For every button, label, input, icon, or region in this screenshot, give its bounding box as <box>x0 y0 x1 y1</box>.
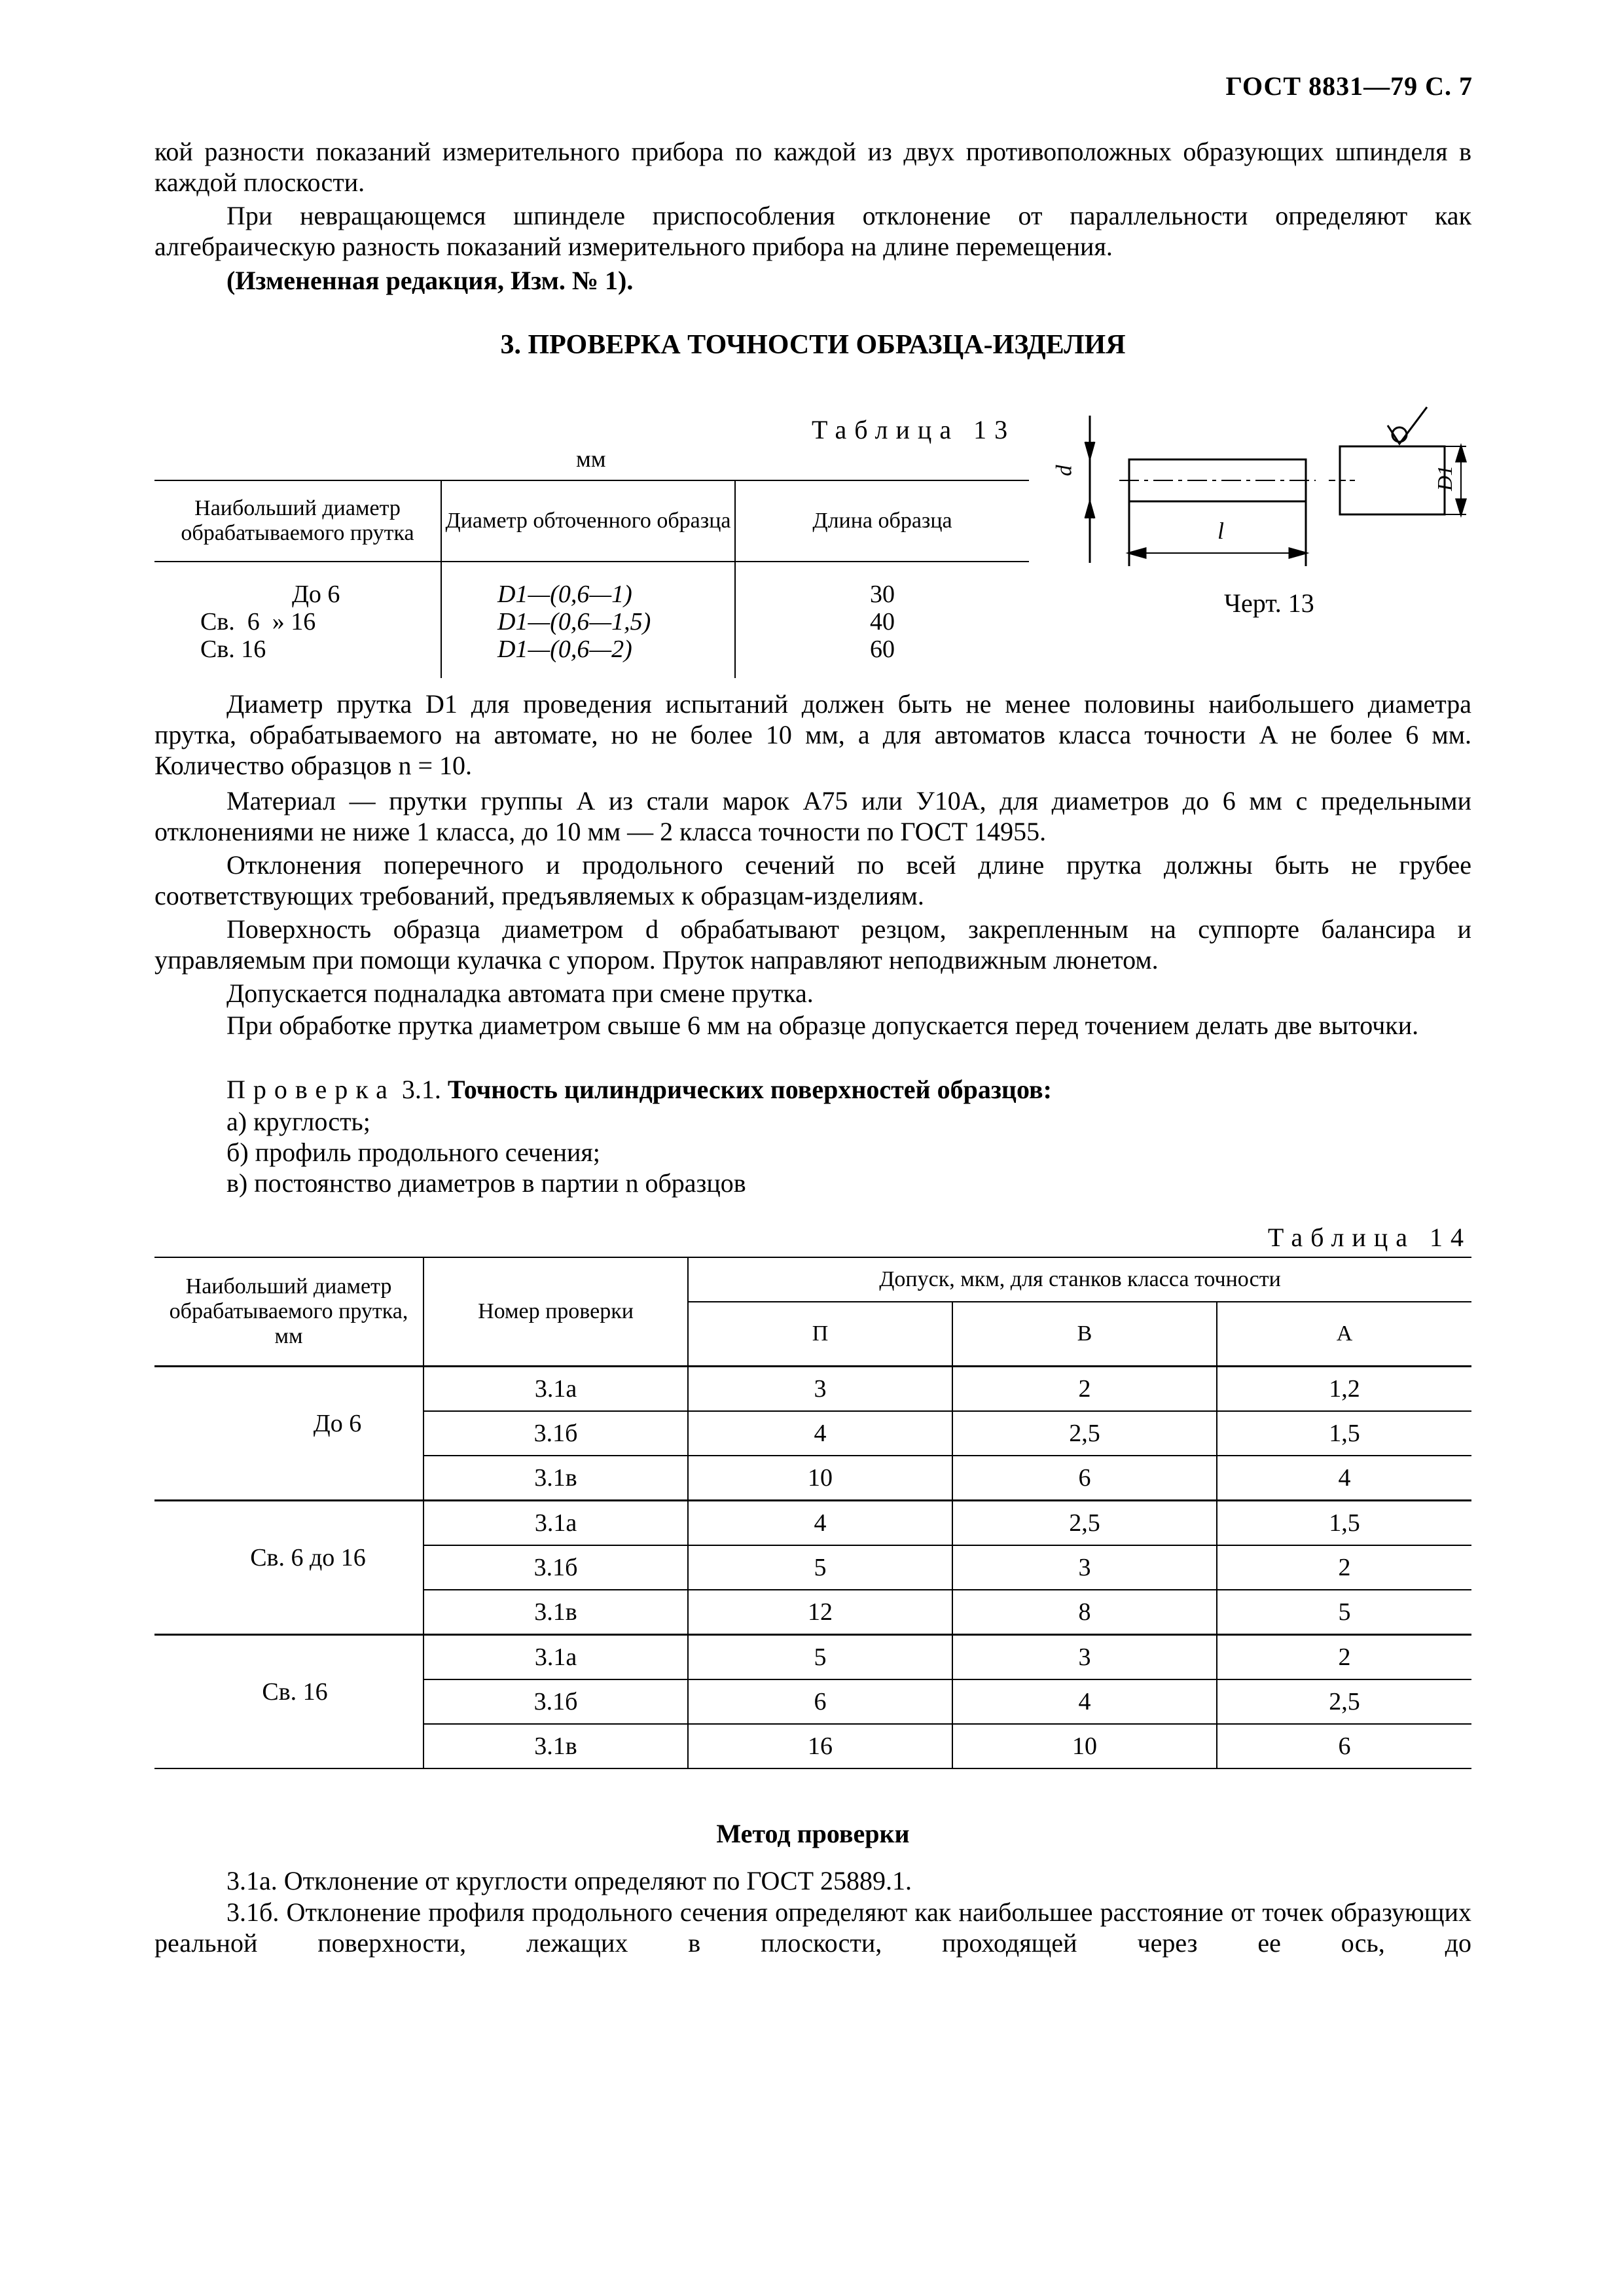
check-heading <box>154 1074 1471 1105</box>
table13-cell: 60 <box>870 636 895 663</box>
value-cell: 5 <box>1217 1590 1471 1635</box>
paragraph-material: Материал — прутки группы А из стали марок А75 или У10А, для диаметров до 6 мм с предельными отклонениями не ниже 1 класса, до 10 мм — 2 класса точности по ГОСТ 14955. <box>154 786 1471 846</box>
check-number: 3.1. <box>401 1075 441 1104</box>
figure-label-D1: D1 <box>1433 465 1457 492</box>
value-cell: 8 <box>952 1590 1217 1635</box>
check-cell: 3.1а <box>424 1366 688 1411</box>
value-cell: 5 <box>688 1545 952 1590</box>
paragraph-adjustment: Допускается подналадка автомата при смене прутка. <box>226 978 814 1008</box>
amendment-note: (Измененная редакция, Изм. № 1). <box>226 266 634 295</box>
check-cell: 3.1в <box>424 1590 688 1635</box>
table13-cell: D1—(0,6—2) <box>497 636 632 663</box>
paragraph-surface: Поверхность образца диаметром d обрабатывают резцом, закрепленным на суппорте балансира и управляемым при помощи кулачка с упором. Пруток направляют неподвижным люнетом. <box>154 914 1471 975</box>
table14-header-class-P: П <box>688 1302 952 1366</box>
table13-cell: 30 <box>870 581 895 608</box>
check-list <box>226 1106 746 1198</box>
table13-unit: мм <box>576 446 606 472</box>
group-label: До 6 <box>154 1366 424 1500</box>
check-cell: 3.1в <box>424 1456 688 1501</box>
group-label: Св. 6 до 16 <box>154 1500 424 1634</box>
check-cell: 3.1в <box>424 1724 688 1768</box>
table13-col-turned <box>441 562 735 678</box>
table14-header-diameter: Наибольший диаметр обрабатываемого прутка, мм <box>154 1257 424 1366</box>
value-cell: 5 <box>688 1634 952 1679</box>
value-cell: 6 <box>1217 1724 1471 1768</box>
table13-cell: Св. 6 » 16 <box>200 608 316 636</box>
method-title: Метод проверки <box>716 1819 910 1848</box>
value-cell: 3 <box>688 1366 952 1411</box>
value-cell: 12 <box>688 1590 952 1635</box>
value-cell: 2 <box>1217 1545 1471 1590</box>
value-cell: 10 <box>952 1724 1217 1768</box>
list-item: в) постоянство диаметров в партии n образцов <box>226 1168 746 1198</box>
table13-caption: Таблица 13 <box>812 415 1016 444</box>
group-label: Св. 16 <box>154 1634 424 1768</box>
value-cell: 10 <box>688 1456 952 1501</box>
figure-caption: Черт. 13 <box>1224 588 1314 618</box>
page-header: ГОСТ 8831—79 С. 7 <box>1225 71 1473 101</box>
check-title: Точность цилиндрических поверхностей образцов: <box>447 1075 1052 1104</box>
method-profile: 3.1б. Отклонение профиля продольного сечения определяют как наибольшее расстояние от точек образующих реальной поверхности, лежащих в плоскости, проходящей через ее ось, до <box>154 1897 1471 1958</box>
paragraph-deviations: Отклонения поперечного и продольного сечений по всей длине прутка должны быть не грубее соответствующих требований, предъявляемых к образцам-изделиям. <box>154 850 1471 910</box>
table13-cell: D1—(0,6—1) <box>497 581 632 608</box>
value-cell: 2,5 <box>952 1411 1217 1456</box>
value-cell: 3 <box>952 1545 1217 1590</box>
value-cell: 2 <box>952 1366 1217 1411</box>
value-cell: 6 <box>688 1679 952 1724</box>
check-cell: 3.1б <box>424 1411 688 1456</box>
list-item: б) профиль продольного сечения; <box>226 1138 600 1167</box>
table13-col-length <box>735 562 1029 678</box>
paragraph-diameter: Диаметр прутка D1 для проведения испытаний должен быть не менее половины наибольшего диаметра прутка, обрабатываемого на автомате, но не более 10 мм, а для автоматов класса точности А не более 6 мм. Количество образцов n = 10. <box>154 689 1471 780</box>
table14-header-class-V: В <box>952 1302 1217 1366</box>
table13-header-turned: Диаметр обточенного образца <box>441 480 735 562</box>
value-cell: 1,5 <box>1217 1411 1471 1456</box>
value-cell: 3 <box>952 1634 1217 1679</box>
value-cell: 16 <box>688 1724 952 1768</box>
table13-cell: До 6 <box>292 581 340 608</box>
table14 <box>154 1257 1471 1769</box>
list-item: а) круглость; <box>226 1107 370 1136</box>
value-cell: 6 <box>952 1456 1217 1501</box>
check-cell: 3.1б <box>424 1679 688 1724</box>
value-cell: 4 <box>1217 1456 1471 1501</box>
specimen-drawing <box>1047 406 1492 569</box>
check-cell: 3.1а <box>424 1634 688 1679</box>
table14-header-tolerance: Допуск, мкм, для станков класса точности <box>688 1257 1471 1302</box>
figure-label-l: l <box>1217 518 1225 544</box>
value-cell: 2,5 <box>952 1500 1217 1545</box>
table-row <box>154 1366 1471 1411</box>
table13-col-diameter <box>154 562 441 678</box>
value-cell: 1,5 <box>1217 1500 1471 1545</box>
table13-header-diameter: Наибольший диаметр обрабатываемого прутка <box>154 480 441 562</box>
table-row <box>154 1500 1471 1545</box>
value-cell: 2 <box>1217 1634 1471 1679</box>
figure-label-d: d <box>1052 465 1077 476</box>
section-title: 3. ПРОВЕРКА ТОЧНОСТИ ОБРАЗЦА-ИЗДЕЛИЯ <box>500 330 1126 360</box>
value-cell: 4 <box>688 1411 952 1456</box>
table14-caption: Таблица 14 <box>1267 1223 1471 1252</box>
table13 <box>154 480 1029 678</box>
value-cell: 1,2 <box>1217 1366 1471 1411</box>
table14-header-class-A: А <box>1217 1302 1471 1366</box>
value-cell: 4 <box>952 1679 1217 1724</box>
table13-cell: Св. 16 <box>200 636 266 663</box>
check-cell: 3.1а <box>424 1500 688 1545</box>
paragraph-grooves: При обработке прутка диаметром свыше 6 мм на образце допускается перед точением делать две выточки. <box>226 1011 1419 1040</box>
value-cell: 2,5 <box>1217 1679 1471 1724</box>
paragraph-nonrotating: При невращающемся шпинделе приспособления отклонение от параллельности определяют как алгебраическую разность показаний измерительного прибора на длине перемещения. <box>154 201 1471 261</box>
table14-header-check: Номер проверки <box>424 1257 688 1366</box>
table13-cell: D1—(0,6—1,5) <box>497 608 651 636</box>
table-row <box>154 1634 1471 1679</box>
check-cell: 3.1б <box>424 1545 688 1590</box>
table13-cell: 40 <box>870 608 895 636</box>
table13-header-length: Длина образца <box>735 480 1029 562</box>
method-roundness: 3.1а. Отклонение от круглости определяют по ГОСТ 25889.1. <box>226 1866 912 1895</box>
paragraph-continued: кой разности показаний измерительного прибора по каждой из двух противоположных образующих шпинделя в каждой плоскости. <box>154 137 1471 197</box>
check-word: Проверка <box>226 1075 395 1104</box>
value-cell: 4 <box>688 1500 952 1545</box>
